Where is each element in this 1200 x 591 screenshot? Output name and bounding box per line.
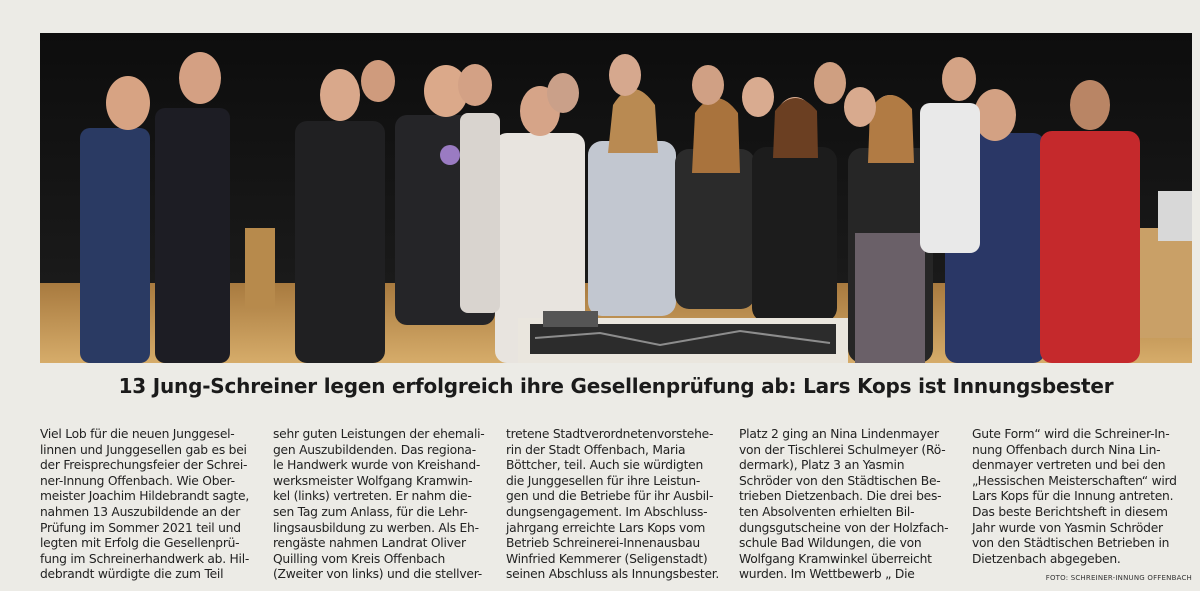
group-photo-illustration <box>40 33 1192 363</box>
article-column-3: tretene Stadtverordnetenvorstehe- rin der Stadt Offenbach, Maria Böttcher, teil. Auch sie würdigten die Junggesellen für ihre Leistun- gen und die Betriebe für ihr Ausbil- dungsengagement. Im Abschluss- jahrgang erreichte Lars Kops vom Betrieb Schreinerei-Innenausbau Winfried Kemmerer (Seligenstadt) seinen Abschluss als Innungsbester. <box>506 427 720 582</box>
article-column-5: Gute Form“ wird die Schreiner-In- nung Offenbach durch Nina Lin- denmayer vertreten und bei den „Hessischen Meisterschaften“ wird Lars Kops für die Innung antreten. Das beste Berichtsheft in diesem Jahr wurde von Yasmin Schröder von den Städtischen Betrieben in Dietzenbach abgegeben. <box>972 427 1177 566</box>
photo-credit: FOTO: SCHREINER-INNUNG OFFENBACH <box>1045 574 1192 582</box>
article-body <box>40 427 1192 587</box>
article-column-2: sehr guten Leistungen der ehemali- gen Auszubildenden. Das regiona- le Handwerk wurde von Kreishand- werksmeister Wolfgang Kramwin- kel (links) vertreten. Er nahm die- sen Tag zum Anlass, für die Lehr- lingsausbildung zu werben. Als Eh- rengäste nahmen Landrat Oliver Quilling vom Kreis Offenbach (Zweiter von links) und die stellver- <box>273 427 485 582</box>
article-column-4: Platz 2 ging an Nina Lindenmayer von der Tischlerei Schulmeyer (Rö- dermark), Platz 3 an Yasmin Schröder von den Städtischen Be- trieben Dietzenbach. Die drei bes- ten Absolventen erhielten Bil- dungsgutscheine von der Holzfach- schule Bad Wildungen, die von Wolfgang Kramwinkel überreicht wurden. Im Wettbewerb „ Die <box>739 427 949 582</box>
group-photo <box>40 33 1192 363</box>
article-column-1: Viel Lob für die neuen Junggesel- linnen und Junggesellen gab es bei der Freisprechungsfeier der Schrei- ner-Innung Offenbach. Wie Ober- meister Joachim Hildebrandt sagte, nahmen 13 Auszubildende an der Prüfung im Sommer 2021 teil und legten mit Erfolg die Gesellenprü- fung im Schreinerhandwerk ab. Hil- debrandt würdigte die zum Teil <box>40 427 250 582</box>
article-headline: 13 Jung-Schreiner legen erfolgreich ihre Gesellenprüfung ab: Lars Kops ist Innungsbester <box>118 374 1114 398</box>
